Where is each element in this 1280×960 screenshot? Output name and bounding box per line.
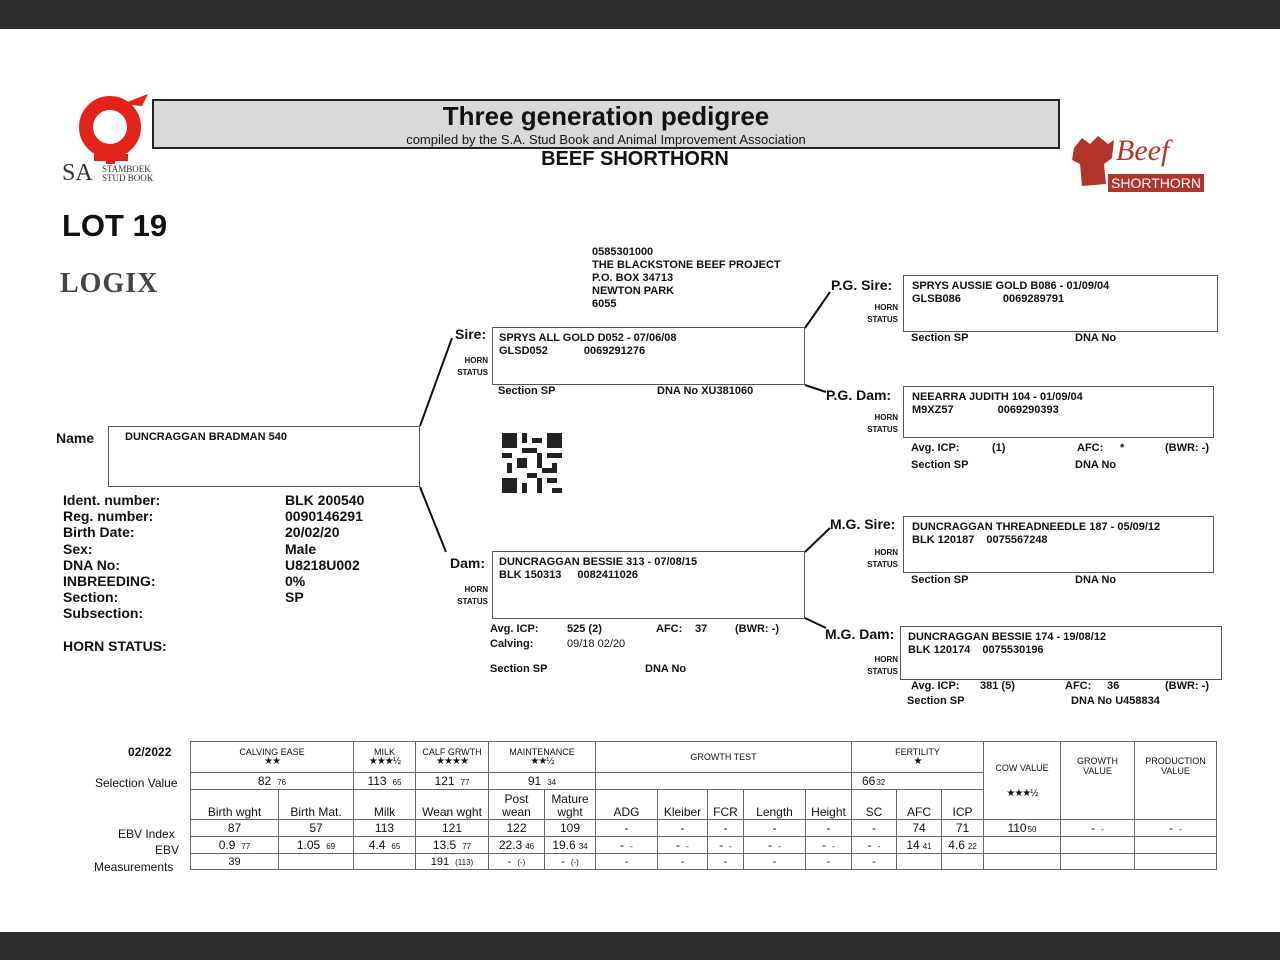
field-label: Section: — [63, 589, 119, 606]
col-header: ICP — [942, 790, 984, 820]
mg-sire-dna: DNA No — [1075, 574, 1117, 586]
lot-number: LOT 19 — [62, 208, 168, 243]
breeder-name: THE BLACKSTONE BEEF PROJECT — [592, 259, 781, 271]
selection-cell: 113 65 — [354, 773, 416, 790]
sire-ident: GLSD052 — [499, 345, 548, 357]
col-header: AFC — [897, 790, 942, 820]
ebv-cell: 14 41 — [897, 837, 942, 854]
measurement-cell: - — [744, 854, 806, 870]
mg-sire-reg: 0075567248 — [986, 534, 1048, 546]
field-label: DNA No: — [63, 556, 121, 573]
pg-sire-name: SPRYS AUSSIE GOLD B086 - 01/09/04 — [912, 280, 1110, 292]
dam-horn-status: HORN STATUS — [457, 585, 488, 606]
measurement-cell: - — [658, 854, 708, 870]
ebv-cell: - - — [596, 837, 658, 854]
dam-calving-label: Calving: — [490, 638, 534, 650]
pg-sire-section: Section SP — [911, 332, 969, 344]
dam-calving: 09/18 02/20 — [567, 638, 626, 650]
sire-box — [492, 327, 805, 385]
measurement-cell: 39 — [191, 854, 279, 870]
field-label: Ident. number: — [63, 492, 161, 508]
pg-sire-box — [903, 275, 1218, 332]
measurement-cell: - — [806, 854, 852, 870]
dam-icp-label: Avg. ICP: — [490, 623, 539, 635]
selection-cell: 6632 — [852, 773, 984, 790]
mg-sire-ident: BLK 120187 — [912, 534, 975, 546]
pg-dam-afc: * — [1120, 442, 1125, 454]
sire-label: Sire: — [455, 326, 487, 342]
mg-dam-bwr: (BWR: -) — [1165, 680, 1209, 692]
ebv-index-cell: 11050 — [984, 820, 1061, 837]
ebv-cell: 13.5 77 — [416, 837, 489, 854]
ebv-index-cell: 122 — [489, 820, 545, 837]
measurement-cell: - — [852, 854, 897, 870]
ebv-index-row — [191, 820, 1217, 837]
pg-dam-icp: (1) — [992, 442, 1006, 454]
page-subtitle: compiled by the S.A. Stud Book and Animal Improvement Association — [406, 132, 806, 147]
ebv-cell: 4.4 65 — [354, 837, 416, 854]
pg-sire-details — [912, 280, 1109, 306]
mg-sire-horn-status: HORN STATUS — [867, 548, 898, 569]
inbreeding: 0% — [285, 573, 306, 590]
measurement-cell — [279, 854, 354, 870]
logix-logo: LOGIX — [60, 268, 159, 299]
shorthorn-logo-word: SHORTHORN — [1108, 174, 1204, 192]
col-header: ADG — [596, 790, 658, 820]
group-maintenance: MAINTENANCE ★★½ — [489, 742, 596, 773]
group-calf-growth: CALF GRWTH ★★★★ — [416, 742, 489, 773]
dam-box — [492, 551, 805, 619]
sire-section: Section SP — [498, 385, 556, 397]
pg-sire-dna: DNA No — [1075, 332, 1117, 344]
ebv-index-cell: - — [744, 820, 806, 837]
dam-afc-label: AFC: — [656, 623, 683, 635]
selection-cell: 91 34 — [489, 773, 596, 790]
pg-dam-afc-label: AFC: — [1077, 442, 1104, 454]
ebv-index-cell: 121 — [416, 820, 489, 837]
measurement-cell — [354, 854, 416, 870]
measurements-row — [191, 854, 1217, 870]
mg-sire-details — [912, 521, 1160, 547]
mg-dam-afc: 36 — [1107, 680, 1120, 692]
ebv-index-cell: - — [658, 820, 708, 837]
group-growth-value: GROWTH VALUE — [1061, 742, 1135, 820]
dam-reg: 0082411026 — [577, 569, 638, 581]
sire-horn-status: HORN STATUS — [457, 356, 488, 377]
sa-logo-words: STAMBOEK STUD BOOK — [102, 164, 154, 183]
qr-code — [502, 433, 562, 493]
mg-dam-label: M.G. Dam: — [825, 626, 895, 642]
sa-logo-letters: SA — [62, 160, 93, 186]
ebv-cell: - - — [658, 837, 708, 854]
star-rating-icon: ★★ — [264, 756, 280, 767]
ebv-index-cell: 87 — [191, 820, 279, 837]
pg-dam-details — [912, 391, 1083, 417]
measurement-cell: - — [596, 854, 658, 870]
group-fertility: FERTILITY ★ — [852, 742, 984, 773]
pg-dam-icp-label: Avg. ICP: — [911, 442, 960, 454]
animal-name: DUNCRAGGAN BRADMAN 540 — [125, 431, 287, 443]
ebv-index-cell: - — [852, 820, 897, 837]
ebv-cell: 22.3 46 — [489, 837, 545, 854]
ebv-index-cell: 74 — [897, 820, 942, 837]
ident-number: BLK 200540 — [285, 492, 365, 508]
mg-dam-afc-label: AFC: — [1065, 680, 1092, 692]
dam-ident: BLK 150313 — [499, 569, 562, 581]
mg-dam-name: DUNCRAGGAN BESSIE 174 - 19/08/12 — [908, 631, 1107, 643]
horn-status-label: HORN STATUS: — [63, 638, 167, 654]
mg-dam-ident: BLK 120174 — [908, 644, 971, 656]
dam-icp: 525 (2) — [567, 623, 602, 635]
ebv-cell — [1061, 837, 1135, 854]
ebv-cell: - - — [806, 837, 852, 854]
field-label: Birth Date: — [63, 524, 135, 541]
reg-number: 0090146291 — [285, 508, 363, 525]
pg-sire-ident: GLSB086 — [912, 293, 961, 305]
group-header-row — [191, 742, 1217, 773]
col-header: Mature wght — [545, 790, 596, 820]
pg-dam-reg: 0069290393 — [997, 404, 1059, 416]
pg-dam-dna: DNA No — [1075, 459, 1117, 471]
measurement-cell: 191 (113) — [416, 854, 489, 870]
col-header: Height — [806, 790, 852, 820]
star-rating-icon: ★ — [913, 756, 922, 767]
breeder-box: P.O. BOX 34713 — [592, 272, 674, 284]
dam-section: Section SP — [490, 663, 548, 675]
dam-afc: 37 — [695, 623, 708, 635]
pg-dam-horn-status: HORN STATUS — [867, 413, 898, 434]
col-header: Post wean — [489, 790, 545, 820]
col-header: Length — [744, 790, 806, 820]
measurement-cell: - — [708, 854, 744, 870]
measurement-cell — [1061, 854, 1135, 870]
birth-date: 20/02/20 — [285, 524, 340, 541]
row-label-ebv-index: EBV Index — [118, 827, 175, 841]
pg-dam-ident: M9XZ57 — [912, 404, 954, 416]
measurement-cell — [942, 854, 984, 870]
pg-dam-section: Section SP — [911, 459, 969, 471]
section: SP — [285, 589, 304, 606]
name-label: Name — [56, 430, 95, 446]
star-rating-icon: ★★★½ — [368, 756, 401, 767]
measurement-cell — [1135, 854, 1217, 870]
group-growth-test: GROWTH TEST — [596, 742, 852, 773]
mg-sire-section: Section SP — [911, 574, 969, 586]
breeder-town: NEWTON PARK — [592, 285, 675, 297]
dna-number: U8218U002 — [285, 556, 360, 573]
sire-reg: 0069291276 — [583, 345, 646, 357]
ebv-cell: - - — [708, 837, 744, 854]
selection-cell: 121 77 — [416, 773, 489, 790]
ebv-cell: - - — [852, 837, 897, 854]
group-calving-ease: CALVING EASE ★★ — [191, 742, 354, 773]
dam-details — [499, 556, 697, 582]
star-rating-icon: ★★★★ — [436, 756, 468, 767]
row-label-ebv: EBV — [155, 843, 180, 857]
col-header: FCR — [708, 790, 744, 820]
mg-dam-horn-status: HORN STATUS — [867, 655, 898, 676]
page-title: Three generation pedigree — [442, 101, 770, 131]
col-header: Milk — [354, 790, 416, 820]
ebv-cell: - - — [744, 837, 806, 854]
ebv-index-cell: 71 — [942, 820, 984, 837]
mg-dam-icp: 381 (5) — [980, 680, 1015, 692]
mg-dam-icp-label: Avg. ICP: — [911, 680, 960, 692]
ebv-index-cell: - - — [1135, 820, 1217, 837]
measurement-cell — [984, 854, 1061, 870]
col-header: Birth Mat. — [279, 790, 354, 820]
star-rating-icon: ★★½ — [530, 756, 554, 767]
beef-logo-word: Beef — [1116, 134, 1170, 167]
dam-name: DUNCRAGGAN BESSIE 313 - 07/08/15 — [499, 556, 698, 568]
pg-dam-bwr: (BWR: -) — [1165, 442, 1209, 454]
ebv-index-cell: - - — [1061, 820, 1135, 837]
pg-sire-label: P.G. Sire: — [831, 277, 893, 293]
sire-details — [499, 332, 677, 358]
breed-title: BEEF SHORTHORN — [541, 148, 729, 170]
col-header: Birth wght — [191, 790, 279, 820]
ebv-index-cell: 113 — [354, 820, 416, 837]
sire-name: SPRYS ALL GOLD D052 - 07/06/08 — [499, 332, 677, 344]
ebv-cell: 4.6 22 — [942, 837, 984, 854]
ebv-index-cell: - — [806, 820, 852, 837]
selection-cell: 82 76 — [191, 773, 354, 790]
mg-dam-details — [908, 631, 1106, 657]
pg-dam-box — [903, 386, 1214, 438]
group-cow-value: COW VALUE ★★★½ — [984, 742, 1061, 820]
field-label: INBREEDING: — [63, 573, 156, 590]
pg-dam-label: P.G. Dam: — [826, 387, 892, 403]
pg-sire-horn-status: HORN STATUS — [867, 303, 898, 324]
group-production-value: PRODUCTION VALUE — [1135, 742, 1217, 820]
mg-dam-section: Section SP — [907, 695, 965, 707]
mg-dam-dna: DNA No U458834 — [1071, 695, 1160, 707]
dam-dna: DNA No — [645, 663, 687, 675]
col-header: Kleiber — [658, 790, 708, 820]
breeder-postcode: 6055 — [592, 298, 617, 310]
ebv-cell: 1.05 69 — [279, 837, 354, 854]
ebv-cell: 19.6 34 — [545, 837, 596, 854]
mg-dam-reg: 0075530196 — [982, 644, 1044, 656]
ebv-date: 02/2022 — [128, 745, 172, 759]
mg-dam-box — [900, 626, 1222, 680]
ebv-index-cell: - — [708, 820, 744, 837]
measurement-cell: - (-) — [489, 854, 545, 870]
mg-sire-label: M.G. Sire: — [830, 516, 896, 532]
mg-sire-name: DUNCRAGGAN THREADNEEDLE 187 - 05/09/12 — [912, 521, 1161, 533]
field-label: Reg. number: — [63, 508, 154, 525]
ebv-table — [190, 741, 1217, 870]
ebv-cell — [1135, 837, 1217, 854]
ebv-cell — [984, 837, 1061, 854]
field-label: Subsection: — [63, 605, 144, 622]
star-rating-icon: ★★★½ — [1006, 787, 1038, 799]
measurement-cell — [897, 854, 942, 870]
row-label-measurements: Measurements — [94, 860, 174, 874]
row-label-selection: Selection Value — [95, 776, 178, 790]
measurement-cell: - (-) — [545, 854, 596, 870]
pg-dam-name: NEEARRA JUDITH 104 - 01/09/04 — [912, 391, 1083, 403]
dam-bwr: (BWR: -) — [735, 623, 779, 635]
pg-sire-reg: 0069289791 — [1002, 293, 1065, 305]
ebv-row — [191, 837, 1217, 854]
breeder-code: 0585301000 — [592, 246, 654, 258]
sex: Male — [285, 540, 317, 557]
ebv-index-cell: 57 — [279, 820, 354, 837]
ebv-index-cell: 109 — [545, 820, 596, 837]
ebv-index-cell: - — [596, 820, 658, 837]
col-header: SC — [852, 790, 897, 820]
col-header: Wean wght — [416, 790, 489, 820]
ebv-cell: 0.9 77 — [191, 837, 279, 854]
sire-dna: DNA No XU381060 — [657, 385, 754, 397]
dam-label: Dam: — [450, 555, 486, 571]
group-milk: MILK ★★★½ — [354, 742, 416, 773]
mg-sire-box — [903, 516, 1214, 573]
selection-cell — [596, 773, 852, 790]
field-label: Sex: — [63, 540, 93, 557]
